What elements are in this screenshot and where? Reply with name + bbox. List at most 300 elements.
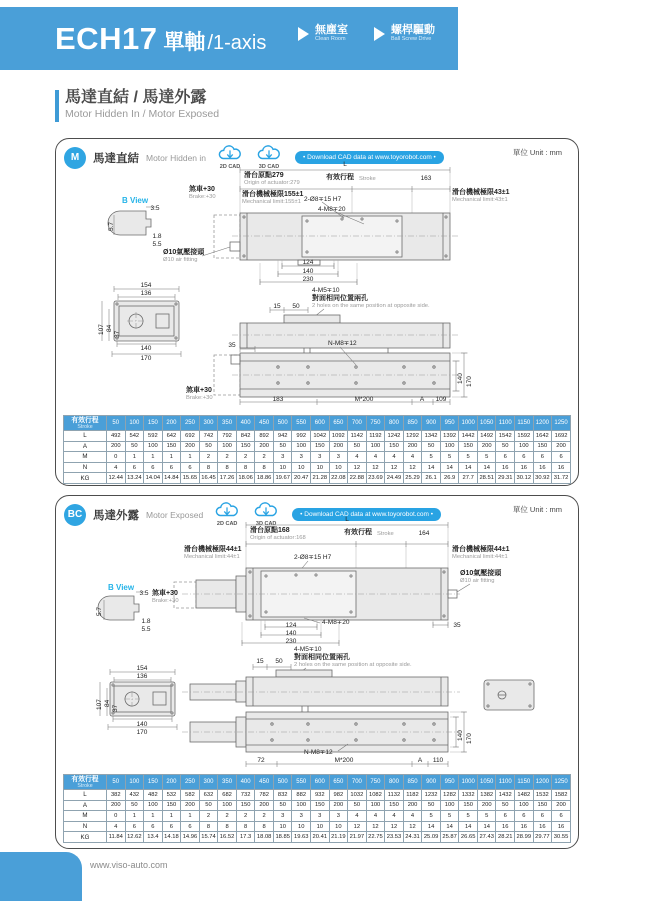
table-cell: 1282: [440, 790, 459, 801]
table-cell: 17.26: [218, 473, 237, 484]
table-cell: 492: [107, 431, 126, 442]
table-cell: 22.08: [329, 473, 348, 484]
table-cell: 10: [273, 821, 292, 832]
stroke-col-header: 150: [144, 416, 163, 431]
table-cell: 200: [403, 800, 422, 811]
table-row: [64, 431, 571, 442]
table-cell: 8: [199, 821, 218, 832]
stroke-corner-header: 有效行程 Stroke: [64, 775, 107, 790]
dimension-label: 有效行程: [326, 174, 354, 181]
unit-note: 單位 Unit : mm: [512, 148, 562, 157]
table-cell: 15.65: [181, 473, 200, 484]
table-cell: 50: [496, 800, 515, 811]
table-cell: 22.88: [348, 473, 367, 484]
table-cell: 14: [459, 821, 478, 832]
stroke-col-header: 300: [199, 775, 218, 790]
panel-m-title-zh: 馬達直結: [93, 152, 139, 165]
dimension-label: 2 holes on the same position at opposite side.: [312, 303, 430, 309]
dimension-label: 140: [457, 373, 464, 384]
table-cell: 31.72: [552, 473, 571, 484]
dimension-label: Stroke: [359, 176, 376, 182]
dimension-label: 72: [257, 757, 265, 764]
table-cell: 100: [292, 800, 311, 811]
table-cell: 100: [515, 441, 534, 452]
table-cell: 1032: [348, 790, 367, 801]
dimension-label: 50: [275, 658, 283, 665]
table-cell: 4: [348, 452, 367, 463]
dimension-label: 4-M5∓10: [294, 646, 322, 653]
table-cell: 5: [440, 811, 459, 822]
dimension-label: 230: [302, 276, 314, 283]
dimension-label: 107: [98, 324, 105, 335]
table-cell: 6: [533, 452, 552, 463]
table-cell: 3: [273, 452, 292, 463]
table-cell: 2: [255, 452, 274, 463]
stroke-col-header: 100: [125, 416, 144, 431]
dimension-label: 5.5: [141, 626, 151, 633]
table-cell: 1242: [385, 431, 404, 442]
table-cell: 12: [348, 821, 367, 832]
row-label: L: [64, 790, 107, 801]
table-row: [64, 441, 571, 452]
table-cell: 12: [385, 821, 404, 832]
table-cell: 8: [236, 462, 255, 473]
table-cell: 4: [348, 811, 367, 822]
table-cell: 200: [552, 800, 571, 811]
table-cell: 200: [107, 441, 126, 452]
table-cell: 14: [477, 462, 496, 473]
table-cell: 200: [552, 441, 571, 452]
product-type-zh: 單軸: [163, 31, 206, 54]
table-cell: 1292: [403, 431, 422, 442]
section-accent-bar: [55, 90, 59, 122]
dimension-label: 35: [453, 622, 461, 629]
dimension-label: 2-Ø8∓15 H7: [294, 554, 332, 561]
table-cell: 23.53: [385, 832, 404, 843]
table-row: [64, 832, 571, 843]
table-cell: 12: [366, 821, 385, 832]
product-title: [55, 21, 266, 57]
table-cell: 150: [459, 800, 478, 811]
dimension-label: 37: [114, 330, 121, 338]
table-cell: 21.19: [329, 832, 348, 843]
panel-m-table-wrap: [63, 415, 571, 484]
dimension-label: 154: [140, 282, 152, 289]
stroke-col-header: 350: [218, 775, 237, 790]
table-cell: 3: [329, 811, 348, 822]
table-cell: 382: [107, 790, 126, 801]
table-cell: 200: [181, 800, 200, 811]
table-cell: 10: [292, 462, 311, 473]
table-cell: 27.43: [477, 832, 496, 843]
dimension-label: 164: [418, 530, 430, 537]
table-cell: 18.08: [255, 832, 274, 843]
stroke-col-header: 1200: [533, 416, 552, 431]
panel-bc-table-wrap: [63, 774, 571, 843]
table-cell: 582: [181, 790, 200, 801]
table-cell: 942: [273, 431, 292, 442]
table-cell: 4: [107, 462, 126, 473]
dimension-label: 154: [136, 665, 148, 672]
footer-website-url: www.viso-auto.com: [90, 860, 168, 870]
dimension-label: 15: [256, 658, 264, 665]
table-cell: 14: [440, 821, 459, 832]
dimension-label: 50: [292, 303, 300, 310]
stroke-col-header: 1000: [459, 416, 478, 431]
table-cell: 17.3: [236, 832, 255, 843]
table-cell: 12: [403, 821, 422, 832]
stroke-col-header: 200: [162, 416, 181, 431]
table-row: [64, 821, 571, 832]
table-cell: 50: [496, 441, 515, 452]
stroke-col-header: 550: [292, 775, 311, 790]
table-cell: 6: [162, 462, 181, 473]
table-cell: 14.04: [144, 473, 163, 484]
table-cell: 19.67: [273, 473, 292, 484]
table-cell: 150: [162, 800, 181, 811]
dimension-label: L: [343, 161, 347, 168]
stroke-table-bc: [63, 774, 571, 843]
table-cell: 4: [385, 452, 404, 463]
table-cell: 18.86: [255, 473, 274, 484]
table-cell: 10: [273, 462, 292, 473]
table-cell: 6: [162, 821, 181, 832]
stroke-col-header: 1250: [552, 775, 571, 790]
table-cell: 6: [181, 821, 200, 832]
table-cell: 11.84: [107, 832, 126, 843]
table-cell: 5: [440, 452, 459, 463]
table-cell: 1182: [403, 790, 422, 801]
feature-badges: [298, 24, 435, 43]
table-cell: 1542: [496, 431, 515, 442]
table-cell: 1382: [477, 790, 496, 801]
table-cell: 6: [496, 811, 515, 822]
row-label: A: [64, 441, 107, 452]
table-cell: 1392: [440, 431, 459, 442]
table-cell: 50: [273, 441, 292, 452]
download-cad-button[interactable]: • Download CAD data at www.toyorobot.com •: [292, 508, 441, 521]
table-cell: 50: [348, 800, 367, 811]
table-cell: 16: [515, 821, 534, 832]
table-cell: 6: [515, 811, 534, 822]
dimension-label: 5.7: [108, 221, 115, 231]
stroke-col-header: 1000: [459, 775, 478, 790]
table-cell: 8: [218, 462, 237, 473]
stroke-col-header: 650: [329, 416, 348, 431]
table-cell: 892: [255, 431, 274, 442]
table-cell: 15.74: [199, 832, 218, 843]
dimension-label: Mechanical limit:155±1: [242, 199, 301, 205]
table-cell: 2: [236, 811, 255, 822]
table-cell: 200: [403, 441, 422, 452]
table-cell: 0: [107, 452, 126, 463]
dimension-label: M*200: [334, 757, 354, 764]
table-cell: 30.92: [533, 473, 552, 484]
table-cell: 12: [385, 462, 404, 473]
feature-badge: [298, 24, 348, 43]
table-cell: 23.69: [366, 473, 385, 484]
cad-3d-label: 3D CAD: [255, 521, 277, 527]
dimension-label: 163: [420, 175, 432, 182]
table-cell: 6: [125, 462, 144, 473]
dimension-label: 2-Ø8∓15 H7: [304, 196, 342, 203]
dimension-label: Ø10 air fitting: [163, 257, 198, 263]
table-cell: 742: [199, 431, 218, 442]
table-cell: 13.24: [125, 473, 144, 484]
stroke-col-header: 50: [107, 416, 126, 431]
dimension-label: 140: [302, 268, 314, 275]
arrow-right-icon: [298, 27, 309, 41]
table-cell: 1132: [385, 790, 404, 801]
table-cell: 1: [144, 811, 163, 822]
dimension-label: B View: [122, 196, 149, 205]
table-cell: 3: [329, 452, 348, 463]
dimension-label: 84: [104, 699, 111, 707]
dimension-label: Mechanical limit:44±1: [184, 554, 240, 560]
table-cell: 29.31: [496, 473, 515, 484]
table-cell: 1042: [311, 431, 330, 442]
table-cell: 8: [199, 462, 218, 473]
table-cell: 5: [422, 811, 441, 822]
stroke-col-header: 850: [403, 775, 422, 790]
dimension-label: 滑台機械極限155±1: [242, 191, 304, 198]
table-cell: 16: [533, 462, 552, 473]
table-cell: 1082: [366, 790, 385, 801]
stroke-col-header: 1050: [477, 775, 496, 790]
section-title-en: Motor Hidden In / Motor Exposed: [65, 108, 220, 120]
dimension-label: 136: [136, 673, 148, 680]
feature-badge: [374, 24, 435, 43]
unit-note: 單位 Unit : mm: [512, 505, 562, 514]
table-cell: 25.09: [422, 832, 441, 843]
table-cell: 50: [348, 441, 367, 452]
table-cell: 50: [199, 800, 218, 811]
dimension-label: 4-M5∓10: [312, 287, 340, 294]
stroke-col-header: 500: [273, 416, 292, 431]
section-title-zh: 馬達直結 / 馬達外露: [65, 89, 207, 106]
badge-label-en: Clean Room: [315, 36, 346, 42]
dimension-label: 170: [466, 733, 473, 744]
arrow-right-icon: [374, 27, 385, 41]
table-cell: 16: [496, 821, 515, 832]
dimension-label: 230: [285, 638, 297, 645]
table-cell: 150: [162, 441, 181, 452]
dimension-label: M*200: [354, 396, 374, 403]
table-cell: 8: [218, 821, 237, 832]
table-cell: 21.97: [348, 832, 367, 843]
dimension-label: 107: [96, 699, 103, 710]
section-heading: [55, 88, 219, 121]
stroke-col-header: 1200: [533, 775, 552, 790]
dimension-label: Brake:+30: [186, 395, 213, 401]
badge-label-zh: 無塵室: [315, 24, 348, 36]
stroke-col-header: 300: [199, 416, 218, 431]
table-cell: 10: [329, 821, 348, 832]
dimension-label: 170: [136, 729, 148, 736]
table-cell: 1: [181, 811, 200, 822]
stroke-corner-header: 有效行程 Stroke: [64, 416, 107, 431]
table-cell: 28.99: [515, 832, 534, 843]
table-cell: 24.31: [403, 832, 422, 843]
row-label: M: [64, 811, 107, 822]
table-cell: 200: [107, 800, 126, 811]
table-cell: 50: [422, 441, 441, 452]
dimension-label: 140: [457, 730, 464, 741]
table-cell: 842: [236, 431, 255, 442]
stroke-col-header: 100: [125, 775, 144, 790]
table-cell: 882: [292, 790, 311, 801]
table-cell: 932: [311, 790, 330, 801]
table-cell: 6: [144, 821, 163, 832]
table-cell: 6: [515, 452, 534, 463]
table-cell: 150: [533, 441, 552, 452]
dimension-label: 124: [285, 622, 297, 629]
table-row: [64, 452, 571, 463]
table-cell: 100: [144, 441, 163, 452]
table-cell: 3: [311, 452, 330, 463]
dimension-label: N-M8∓12: [304, 749, 333, 756]
dimension-label: B View: [108, 583, 135, 592]
stroke-col-header: 1150: [515, 775, 534, 790]
table-cell: 3: [273, 811, 292, 822]
table-cell: 1342: [422, 431, 441, 442]
table-cell: 1192: [366, 431, 385, 442]
table-cell: 1432: [496, 790, 515, 801]
table-cell: 10: [292, 821, 311, 832]
table-cell: 28.21: [496, 832, 515, 843]
table-cell: 16: [552, 462, 571, 473]
table-cell: 100: [218, 800, 237, 811]
table-cell: 12: [348, 462, 367, 473]
row-label: L: [64, 431, 107, 442]
dimension-label: 140: [285, 630, 297, 637]
table-cell: 12: [366, 462, 385, 473]
table-cell: 4: [366, 811, 385, 822]
table-cell: 100: [366, 441, 385, 452]
table-cell: 200: [255, 800, 274, 811]
stroke-col-header: 600: [311, 775, 330, 790]
table-cell: 29.77: [533, 832, 552, 843]
dimension-label: L: [345, 516, 349, 523]
table-cell: 5: [477, 452, 496, 463]
table-cell: 18.85: [273, 832, 292, 843]
table-cell: 2: [218, 452, 237, 463]
stroke-col-header: 50: [107, 775, 126, 790]
table-cell: 542: [125, 431, 144, 442]
stroke-col-header: 250: [181, 775, 200, 790]
table-cell: 16: [533, 821, 552, 832]
dimension-label: 84: [106, 324, 113, 332]
table-cell: 6: [125, 821, 144, 832]
download-cad-button[interactable]: • Download CAD data at www.toyorobot.com •: [295, 151, 444, 164]
table-cell: 100: [440, 441, 459, 452]
stroke-col-header: 500: [273, 775, 292, 790]
table-cell: 12.44: [107, 473, 126, 484]
table-cell: 8: [255, 821, 274, 832]
table-cell: 14.96: [181, 832, 200, 843]
table-cell: 13.4: [144, 832, 163, 843]
table-cell: 150: [311, 800, 330, 811]
row-label: KG: [64, 473, 107, 484]
table-cell: 792: [218, 431, 237, 442]
table-cell: 4: [403, 811, 422, 822]
table-cell: 150: [533, 800, 552, 811]
table-cell: 2: [255, 811, 274, 822]
table-cell: 14: [440, 462, 459, 473]
stroke-col-header: 900: [422, 775, 441, 790]
dimension-label: 3.5: [139, 590, 149, 597]
table-cell: 1: [125, 452, 144, 463]
table-cell: 200: [477, 800, 496, 811]
table-cell: 1232: [422, 790, 441, 801]
table-cell: 19.63: [292, 832, 311, 843]
table-cell: 1482: [515, 790, 534, 801]
table-cell: 2: [236, 452, 255, 463]
dimension-label: N-M8∓12: [328, 340, 357, 347]
table-cell: 642: [162, 431, 181, 442]
table-cell: 4: [385, 811, 404, 822]
row-label: KG: [64, 832, 107, 843]
stroke-table-m: [63, 415, 571, 484]
stroke-col-header: 1150: [515, 416, 534, 431]
table-cell: 27.7: [459, 473, 478, 484]
table-cell: 6: [144, 462, 163, 473]
stroke-col-header: 900: [422, 416, 441, 431]
dimension-label: A: [417, 757, 423, 764]
table-cell: 200: [329, 800, 348, 811]
cad-2d-label: 2D CAD: [219, 164, 241, 170]
dimension-label: 37: [112, 704, 119, 712]
dimension-label: 124: [302, 259, 314, 266]
table-cell: 1492: [477, 431, 496, 442]
dimension-label: Mechanical limit:44±1: [452, 554, 508, 560]
product-model: ECH17: [55, 21, 158, 56]
table-cell: 732: [236, 790, 255, 801]
table-cell: 10: [311, 462, 330, 473]
table-cell: 4: [107, 821, 126, 832]
stroke-col-header: 1100: [496, 416, 515, 431]
table-cell: 25.29: [403, 473, 422, 484]
dimension-label: 5.7: [96, 606, 103, 616]
dimension-label: 136: [140, 290, 152, 297]
table-cell: 2: [199, 811, 218, 822]
table-cell: 2: [218, 811, 237, 822]
table-cell: 100: [515, 800, 534, 811]
table-cell: 1: [162, 452, 181, 463]
table-cell: 26.1: [422, 473, 441, 484]
table-cell: 592: [144, 431, 163, 442]
table-cell: 482: [144, 790, 163, 801]
table-cell: 28.51: [477, 473, 496, 484]
stroke-col-header: 1100: [496, 775, 515, 790]
dimension-label: Ø10 air fitting: [460, 578, 495, 584]
stroke-col-header: 150: [144, 775, 163, 790]
table-cell: 100: [366, 800, 385, 811]
stroke-col-header: 950: [440, 416, 459, 431]
dimension-label: Stroke: [377, 531, 394, 537]
row-label: A: [64, 800, 107, 811]
table-cell: 150: [311, 441, 330, 452]
table-cell: 6: [181, 462, 200, 473]
panel-bc-title-zh: 馬達外露: [93, 509, 139, 522]
dimension-label: 煞車+30: [186, 387, 212, 394]
table-cell: 1442: [459, 431, 478, 442]
stroke-col-header: 600: [311, 416, 330, 431]
table-cell: 3: [292, 452, 311, 463]
table-cell: 50: [125, 800, 144, 811]
stroke-col-header: 400: [236, 416, 255, 431]
table-cell: 14: [422, 462, 441, 473]
